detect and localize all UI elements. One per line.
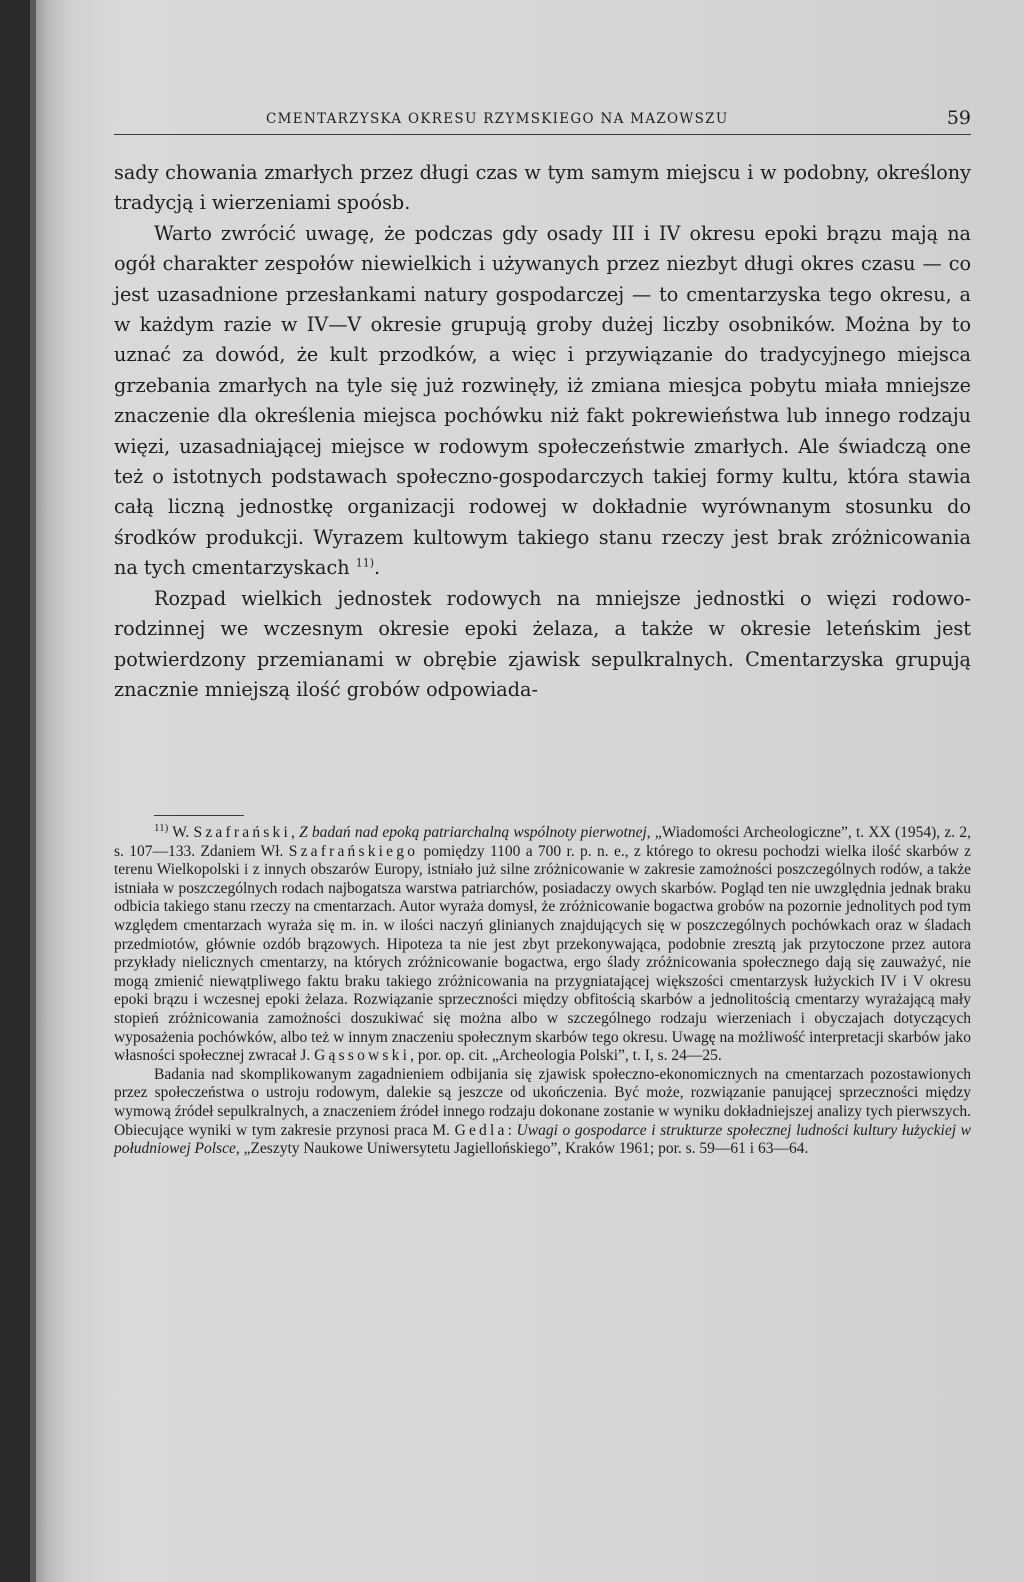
author-name: Gedla [454,1121,508,1139]
footnote-paragraph-2: Badania nad skomplikowanym zagadnieniem odbijania się zjawisk społeczno-ekonomicznych na cmentarzach pozostawionych przez społeczeństwa o ustroju rodowym, dalekie są jeszcze od ukończenia. Być może, rozwiązanie panującej sprzeczności między wymową źródeł sepulkralnych, a znaczeniem źródeł innego rodzaju dokonane zostanie w wyniku dokładniejszej analizy tych pierwszych. Obiecujące wyniki w tym zakresie przynosi praca M. Gedla: Uwagi o gospodarce i strukturze społecznej ludności kultury łużyckiej w południowej Polsce, „Zeszyty Naukowe Uniwersytetu Jagiellońskiego”, Kraków 1961; por. s. 59—61 i 63—64. [114,1065,971,1158]
paragraph-2-end: . [374,556,381,580]
footnote [114,821,971,1159]
running-header [114,104,971,135]
author-name: Szafrańskiego [288,842,419,860]
footnote-divider [154,815,244,816]
cited-title: Uwagi o gospodarce i strukturze społecznej ludności kultury łużyckiej w południowej Polsce [114,1121,971,1158]
cited-title: Z badań nad epoką patriarchalną wspólnoty pierwotnej [299,824,647,841]
main-text [114,158,971,705]
footnote-marker: 11) [154,821,169,834]
footnote-paragraph-1: $^{11)}$ W. Szafrański, Z badań nad epoką patriarchalną wspólnoty pierwotnej, „Wiadomości Archeologiczne”, t. XX (1954), z. 2, s. 107—133. Zdaniem Wł. Szafrańskiego pomiędzy 1100 a 700 r. p. n. e., z którego to okresu pochodzi wielka ilość skarbów z terenu Wielkopolski i z innych obszarów Europy, istniało już silne zróżnicowanie w zakresie zamożności poszczególnych rodów, a także istniała w poszczególnych rodach najbogatsza warstwa patriarchów, posiadaczy owych skarbów. Pogląd ten nie uwzględnia jednak braku odbicia takiego stanu rzeczy na cmentarzach. Autor wyraża domysł, że zróżnicowanie bogactwa grobów na pozornie jednolitych pod tym względem cmentarzach wyraża się m. in. w ilości naczyń glinianych znajdujących się w poszczególnych pochówkach oraz w śladach przedmiotów, głównie ozdób brązowych. Hipoteza ta nie jest zbyt przekonywająca, podobnie zresztą jak przytoczone przez autora przykłady nielicznych cmentarzy, na których zróżnicowanie bogactwa, ergo ślady zróżnicowania społecznego dają się zauważyć, nie mogą zmienić niewątpliwego faktu braku takiego zróżnicowania na przygniatającej większości cmentarzysk łużyckich IV i V okresu epoki brązu i wczesnej epoki żelaza. Rozwiązanie sprzeczności między obfitością skarbów a jednolitością cmentarzy wyrażającą mały stopień zróżnicowania zamożności doszukiwać się można albo w szczególnego rodzaju wierzeniach i obyczajach dotyczących wyposażenia pochówków, albo też w innym znaczeniu społecznym skarbów tego okresu. Uwagę na możliwość interpretacji skarbów jako własności społecznej zwracał J. Gąssowski, por. op. cit. „Archeologia Polski”, t. I, s. 24—25. [114,821,971,1065]
paragraph-1: sady chowania zmarłych przez długi czas w tym samym miejscu i w podobny, określony tradycją i wierzeniami spoósb. [114,161,971,215]
author-name: Gąssowski [314,1047,411,1065]
scanned-page [30,0,1024,1582]
paragraph-2-text: Warto zwrócić uwagę, że podczas gdy osady III i IV okresu epoki brązu mają na ogół charakter zespołów niewielkich i używanych przez niezbyt długi okres czasu — co jest uzasadnione przesłankami natury gospodarczej — to cmentarzyska tego okresu, a w każdym razie w IV—V okresie grupują groby dużej liczby osobników. Można by to uznać za dowód, że kult przodków, a więc i przywiązanie do tradycyjnego miejsca grzebania zmarłych na tyle się już rozwinęły, iż zmiana miesjca pobytu miała mniejsze znaczenie dla określenia miejsca pochówku niż fakt pokrewieństwa lub innego rodzaju więzi, uzasadniającej miejsce w rodowym społeczeństwie zmarłych. Ale świadczą one też o istotnych podstawach społeczno-gospodarczych takiej formy kultu, która stawia całą liczną jednostkę organizacji rodowej w dokładnie wyrównanym stosunku do środków produkcji. Wyrazem kultowym takiego stanu rzeczy jest brak zróżnicowania na tych cmentarzyskach [114,221,971,580]
paragraph-2 [114,219,971,584]
running-title: CMENTARZYSKA OKRESU RZYMSKIEGO NA MAZOWSZU [266,111,729,127]
footnote-reference: 11) [355,556,374,570]
author-name: Szafrański [193,824,291,841]
paragraph-3: Rozpad wielkich jednostek rodowych na mniejsze jednostki o więzi rodowo-rodzinnej we wczesnym okresie epoki żelaza, a także w okresie leteńskim jest potwierdzony przemianami w obrębie zjawisk sepulkralnych. Cmentarzyska grupują znacznie mniejszą ilość grobów odpowiada- [114,586,971,701]
page-number: 59 [946,107,971,129]
